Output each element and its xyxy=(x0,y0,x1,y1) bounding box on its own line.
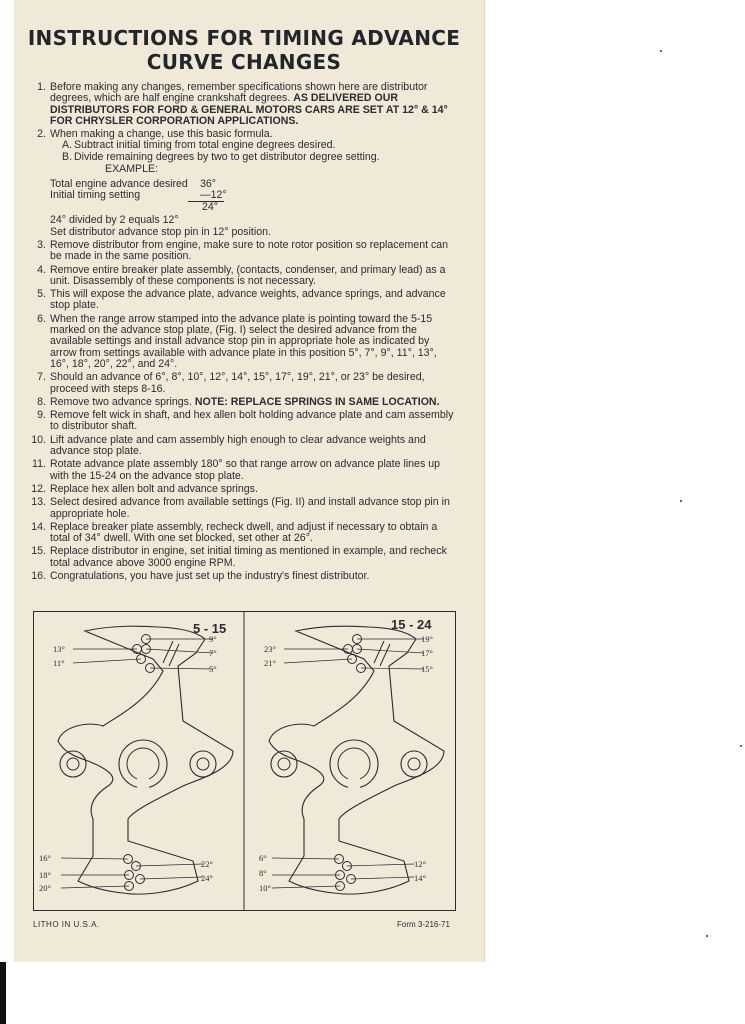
step-14: 14. Replace breaker plate assembly, recheck dwell, and adjust if necessary to obtain a total of 34° dwell. With one set blocked, set other at 26°. xyxy=(31,520,438,545)
fig2-15: 15° xyxy=(421,664,433,674)
step-3: 3. Remove distributor from engine, make sure to note rotor position so replacement can be made in the same position. xyxy=(37,238,449,263)
step-6: 6. When the range arrow stamped into the advance plate is pointing toward the 5-15 marked on the advance stop plate, (Fig. I) select the desired advance from the available settings and install advance stop pin in appropriate hole as indicated by arrow from settings available with advance plate in this position 5°, 7°, 9°, 11°, 13°, 16°, 18°, 20°, 22°, and 24°. xyxy=(37,312,437,370)
step-2-text: When making a change, use this basic formula. xyxy=(50,128,273,141)
fig2-14: 14° xyxy=(414,873,426,883)
example-calculation: Total engine advance desired 36° Initial timing setting —12° 24° xyxy=(50,178,227,214)
step-10: 10. Lift advance plate and cam assembly high enough to clear advance weights and advance stop plate. xyxy=(31,433,426,458)
step-8: 8. Remove two advance springs. NOTE: REPLACE SPRINGS IN SAME LOCATION. xyxy=(37,395,440,408)
example-label: EXAMPLE: xyxy=(105,163,158,176)
page-title xyxy=(18,26,470,74)
example-set: Set distributor advance stop pin in 12° position. xyxy=(50,225,271,238)
fig1-20: 20° xyxy=(39,883,51,893)
step-2a: A. Subtract initial timing from total engine degrees desired. xyxy=(62,139,336,152)
fig2-10: 10° xyxy=(259,883,271,893)
step-2: 2. When making a change, use this basic formula. A. Subtract initial timing from total engine degrees desired. B. Divide remaining degrees by two to get distributor degree setting. EXAMPLE: Total engine advance desired 36° Initial timing setting —12° 24° 24° divided by 2 equals 12° Set distributor advance stop pin in 12° position. xyxy=(33,129,458,238)
step-9: 9. Remove felt wick in shaft, and hex allen bolt holding advance plate and cam assembly to distributor shaft. xyxy=(37,409,454,433)
fig2-17: 17° xyxy=(421,648,433,658)
fig2-19: 19° xyxy=(421,634,433,644)
step-1: 1. Before making any changes, remember specifications shown here are distributor degrees, which are half engine crankshaft degrees. AS DELIVERED OUR DISTRIBUTORS FOR FORD & GENERAL MOTORS CARS ARE SET AT 12° & 14° FOR CHRYSLER CORPORATION APPLICATIONS. xyxy=(37,81,448,127)
fig2-23: 23° xyxy=(264,644,276,654)
scan-speck xyxy=(660,50,662,52)
fig1-11: 11° xyxy=(53,658,65,668)
step-8-note: NOTE: REPLACE SPRINGS IN SAME LOCATION. xyxy=(194,395,440,408)
fig1-18: 18° xyxy=(39,870,51,880)
example-divided: 24° divided by 2 equals 12° xyxy=(50,214,179,227)
step-1-text: Before making any changes, remember specifications shown here are distributor degrees, which are half engine crankshaft degrees. xyxy=(50,81,428,105)
step-1-note: AS DELIVERED OUR DISTRIBUTORS FOR FORD & GENERAL MOTORS CARS ARE SET AT 12° & 14° FOR CHRYSLER CORPORATION APPLICATIONS. xyxy=(50,92,448,127)
figure-1 xyxy=(39,621,233,894)
step-7: 7. Should an advance of 6°, 8°, 10°, 12°, 14°, 15°, 17°, 19°, 21°, or 23° be desired, proceed with steps 8-16. xyxy=(37,371,425,395)
step-12: 12. Replace hex allen bolt and advance springs. xyxy=(31,482,258,495)
fig2-12: 12° xyxy=(414,859,426,869)
step-15: 15. Replace distributor in engine, set initial timing as mentioned in example, and recheck total advance above 3000 engine RPM. xyxy=(31,545,447,569)
advance-stop-plate-diagram xyxy=(33,611,456,911)
instructions-list xyxy=(33,82,458,584)
fig1-9: 9° xyxy=(209,634,217,644)
fig1-16: 16° xyxy=(39,853,51,863)
form-number: Form 3-216-71 xyxy=(397,920,450,929)
step-4: 4. Remove entire breaker plate assembly, (contacts, condenser, and primary lead) as a unit. Disassembly of these components is not necessary. xyxy=(37,263,446,287)
scan-edge xyxy=(0,962,6,1024)
step-13: 13. Select desired advance from available settings (Fig. II) and install advance stop pin in appropriate hole. xyxy=(31,496,450,520)
step-5: 5. This will expose the advance plate, advance weights, advance springs, and advance stop plate. xyxy=(37,288,446,312)
title-line-2: CURVE CHANGES xyxy=(146,50,342,74)
scan-speck xyxy=(740,745,742,747)
fig1-13: 13° xyxy=(53,644,65,654)
title-line-1: INSTRUCTIONS FOR TIMING ADVANCE xyxy=(27,26,461,50)
litho-label: LITHO IN U.S.A. xyxy=(33,920,100,929)
fig2-21: 21° xyxy=(264,658,276,668)
fig2-range: 15 - 24 xyxy=(391,617,432,632)
figure-2 xyxy=(259,617,444,894)
fig1-24: 24° xyxy=(201,873,213,883)
fig1-7: 7° xyxy=(209,648,217,658)
step-16: 16. Congratulations, you have just set up the industry's finest distributor. xyxy=(31,569,370,582)
step-11: 11. Rotate advance plate assembly 180° so that range arrow on advance plate lines up with the 15-24 on the advance stop plate. xyxy=(32,458,440,482)
fig1-22: 22° xyxy=(201,859,213,869)
fig1-range: 5 - 15 xyxy=(193,621,227,636)
scan-speck xyxy=(706,935,708,937)
step-2b: B. Divide remaining degrees by two to get distributor degree setting. xyxy=(62,150,380,163)
scan-speck xyxy=(680,500,682,502)
fig1-5: 5° xyxy=(209,664,217,674)
fig2-8: 8° xyxy=(259,868,267,878)
fig2-6: 6° xyxy=(259,853,267,863)
